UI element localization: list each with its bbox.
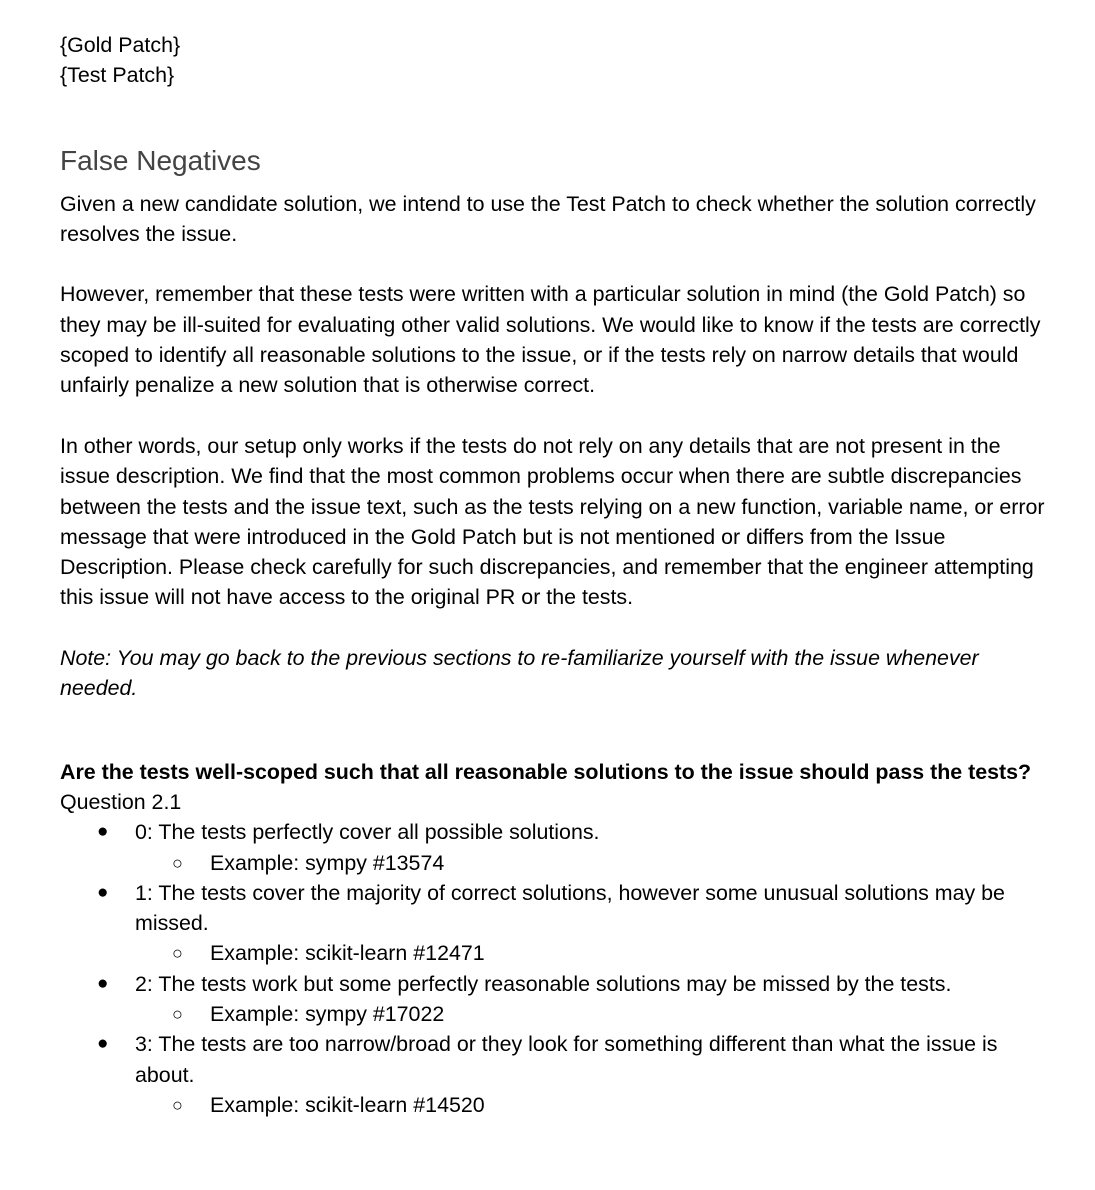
answer-options-list bbox=[60, 817, 1045, 1120]
answer-option bbox=[60, 969, 1045, 1030]
example-text: Example: sympy #17022 bbox=[210, 1002, 445, 1027]
example-list bbox=[135, 938, 1045, 968]
bullet-icon: ● bbox=[97, 972, 109, 994]
hollow-bullet-icon: ○ bbox=[172, 852, 183, 873]
option-text: 3: The tests are too narrow/broad or they look for something different than what the issue is about. bbox=[135, 1032, 998, 1087]
option-text: 2: The tests work but some perfectly reasonable solutions may be missed by the tests. bbox=[135, 971, 952, 996]
example-list bbox=[135, 999, 1045, 1029]
paragraph-intro: Given a new candidate solution, we intend to use the Test Patch to check whether the solution correctly resolves the issue. bbox=[60, 191, 1036, 246]
example-item bbox=[135, 1090, 1045, 1120]
example-text: Example: scikit-learn #12471 bbox=[210, 941, 485, 966]
example-item bbox=[135, 848, 1045, 878]
hollow-bullet-icon: ○ bbox=[172, 1094, 183, 1115]
section-heading: False Negatives bbox=[60, 144, 261, 176]
gold-patch-placeholder: {Gold Patch} bbox=[60, 33, 181, 57]
example-item bbox=[135, 999, 1045, 1029]
example-list bbox=[135, 848, 1045, 878]
bullet-icon: ● bbox=[97, 821, 109, 843]
paragraph-however: However, remember that these tests were written with a particular solution in mind (the Gold Patch) so they may be ill-suited for evaluating other valid solutions. We would like to know if the tests are correctly scoped to identify all reasonable solutions to the issue, or if the tests rely on narrow details that would unfairly penalize a new solution that is otherwise correct. bbox=[60, 282, 1041, 398]
paragraph-in-other-words: In other words, our setup only works if the tests do not rely on any details that are not present in the issue description. We find that the most common problems occur when there are subtle discrepancies between the tests and the issue text, such as the tests relying on a new function, variable name, or error message that were introduced in the Gold Patch but is not mentioned or differs from the Issue Description. Please check carefully for such discrepancies, and remember that the engineer attempting this issue will not have access to the original PR or the tests. bbox=[60, 433, 1045, 610]
test-patch-placeholder: {Test Patch} bbox=[60, 63, 175, 88]
note-text: Note: You may go back to the previous sections to re-familiarize yourself with the issue whenever needed. bbox=[60, 646, 979, 701]
bullet-icon: ● bbox=[97, 1033, 109, 1055]
answer-option bbox=[60, 878, 1045, 969]
document-page bbox=[60, 30, 1045, 1120]
example-list bbox=[135, 1090, 1045, 1120]
question-text: Are the tests well-scoped such that all reasonable solutions to the issue should pass the tests? bbox=[60, 759, 1032, 784]
example-text: Example: scikit-learn #14520 bbox=[210, 1092, 485, 1117]
answer-option bbox=[60, 1029, 1045, 1120]
example-item bbox=[135, 938, 1045, 968]
option-text: 1: The tests cover the majority of correct solutions, however some unusual solutions may be missed. bbox=[135, 880, 1005, 936]
bullet-icon: ● bbox=[97, 881, 109, 903]
option-text: 0: The tests perfectly cover all possible solutions. bbox=[135, 820, 600, 845]
question-label: Question 2.1 bbox=[60, 789, 182, 814]
example-text: Example: sympy #13574 bbox=[210, 850, 445, 875]
answer-option bbox=[60, 817, 1045, 878]
hollow-bullet-icon: ○ bbox=[172, 1004, 183, 1025]
hollow-bullet-icon: ○ bbox=[172, 943, 183, 964]
